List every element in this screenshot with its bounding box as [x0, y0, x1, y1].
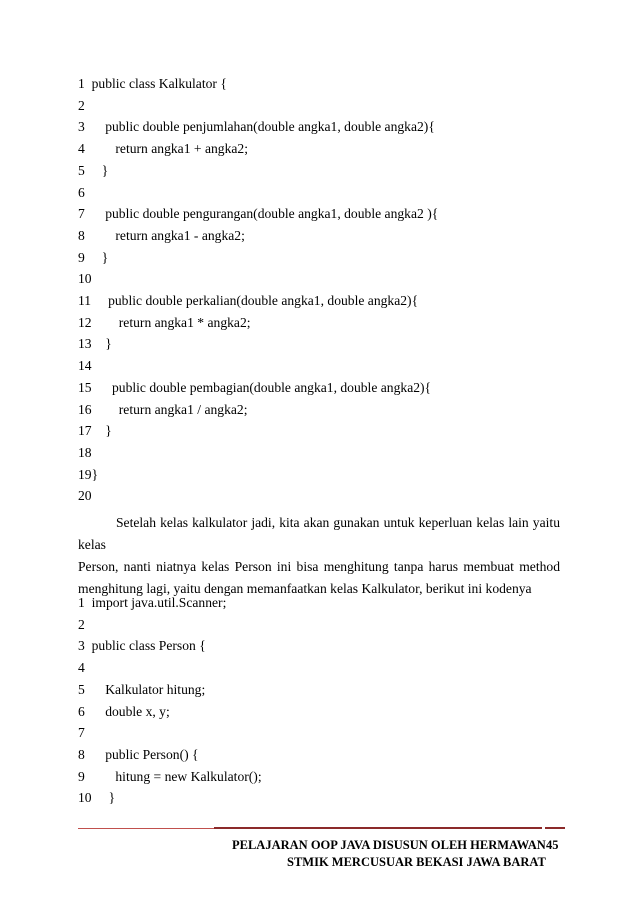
code-line — [78, 271, 92, 287]
code-line — [78, 467, 98, 483]
code-line — [78, 682, 205, 698]
code-line — [78, 141, 248, 157]
line-number: 4 — [78, 141, 85, 157]
code-line — [78, 206, 438, 222]
code-text: Kalkulator hitung; — [84, 681, 206, 697]
code-text: } — [84, 162, 109, 178]
line-number: 14 — [78, 358, 92, 374]
paragraph-line: Setelah kelas kalkulator jadi, kita akan gunakan untuk keperluan kelas lain yaitu kelas — [78, 515, 560, 552]
footer-author: PELAJARAN OOP JAVA DISUSUN OLEH HERMAWAN — [232, 838, 546, 852]
line-number: 7 — [78, 725, 85, 741]
code-text: return angka1 * angka2; — [91, 314, 251, 330]
code-line — [78, 336, 112, 352]
code-line — [78, 595, 226, 611]
paragraph-line: Person, nanti niatnya kelas Person ini bisa menghitung tanpa harus membuat method — [78, 559, 560, 574]
code-text: return angka1 + angka2; — [84, 141, 248, 157]
code-line — [78, 638, 206, 654]
code-line — [78, 76, 227, 92]
line-number: 6 — [78, 703, 85, 719]
line-number: 11 — [78, 293, 92, 308]
page-number: 45 — [546, 838, 559, 852]
code-text: public double perkalian(double angka1, double angka2){ — [91, 293, 419, 308]
code-line — [78, 163, 108, 179]
code-text: public double pembagian(double angka1, double angka2){ — [91, 379, 432, 395]
line-number: 4 — [78, 660, 85, 676]
line-number: 3 — [78, 638, 85, 654]
code-line — [78, 660, 85, 676]
line-number: 5 — [78, 162, 85, 178]
code-text: public Person() { — [84, 746, 199, 762]
code-text: public class Kalkulator { — [84, 76, 227, 91]
line-number: 9 — [78, 249, 85, 265]
line-number: 19} — [78, 466, 99, 482]
code-line — [78, 488, 92, 504]
line-number: 15 — [78, 379, 92, 395]
body-paragraph — [78, 512, 560, 600]
code-text: } — [91, 336, 112, 352]
line-number: 5 — [78, 681, 85, 697]
line-number: 8 — [78, 746, 85, 762]
code-text: } — [91, 423, 112, 439]
line-number: 12 — [78, 314, 92, 330]
code-text: import java.util.Scanner; — [84, 595, 227, 610]
code-text: public class Person { — [84, 638, 206, 654]
code-line — [78, 402, 248, 418]
code-line — [78, 445, 92, 461]
code-line — [78, 725, 85, 741]
code-text: } — [84, 249, 109, 265]
paragraph-line: menghitung lagi, yaitu dengan memanfaatkan kelas Kalkulator, berikut ini kodenya — [78, 581, 532, 596]
line-number: 16 — [78, 401, 92, 417]
code-line — [78, 185, 85, 201]
code-line — [78, 790, 115, 806]
code-text: return angka1 - angka2; — [84, 227, 245, 243]
footer-divider — [545, 827, 565, 829]
code-line — [78, 380, 431, 396]
code-line — [78, 228, 245, 244]
code-line — [78, 250, 108, 266]
code-line — [78, 315, 251, 331]
code-text: hitung = new Kalkulator(); — [84, 768, 262, 784]
line-number: 13 — [78, 336, 92, 352]
line-number: 6 — [78, 184, 85, 200]
line-number: 10 — [78, 790, 92, 806]
line-number: 7 — [78, 206, 85, 222]
footer-divider — [214, 827, 542, 829]
line-number: 10 — [78, 271, 92, 287]
code-line — [78, 704, 170, 720]
code-text: public double penjumlahan(double angka1, double angka2){ — [84, 119, 435, 135]
code-line — [78, 98, 85, 114]
code-line — [78, 358, 92, 374]
code-text: public double pengurangan(double angka1, double angka2 ){ — [84, 206, 439, 222]
code-line — [78, 423, 112, 439]
line-number: 8 — [78, 227, 85, 243]
code-line — [78, 293, 418, 309]
line-number: 20 — [78, 488, 92, 504]
code-line — [78, 119, 435, 135]
line-number: 1 — [78, 76, 85, 91]
code-line — [78, 769, 262, 785]
code-text: return angka1 / angka2; — [91, 401, 248, 417]
footer-divider — [78, 828, 214, 829]
code-line — [78, 747, 199, 763]
line-number: 17 — [78, 423, 92, 439]
line-number: 1 — [78, 595, 85, 610]
line-number: 3 — [78, 119, 85, 135]
line-number: 18 — [78, 444, 92, 460]
footer-institution: STMIK MERCUSUAR BEKASI JAWA BARAT — [287, 855, 546, 869]
code-text: } — [91, 790, 116, 806]
line-number: 2 — [78, 616, 85, 632]
code-text: double x, y; — [84, 703, 170, 719]
code-line — [78, 617, 85, 633]
line-number: 9 — [78, 768, 85, 784]
line-number: 2 — [78, 97, 85, 113]
